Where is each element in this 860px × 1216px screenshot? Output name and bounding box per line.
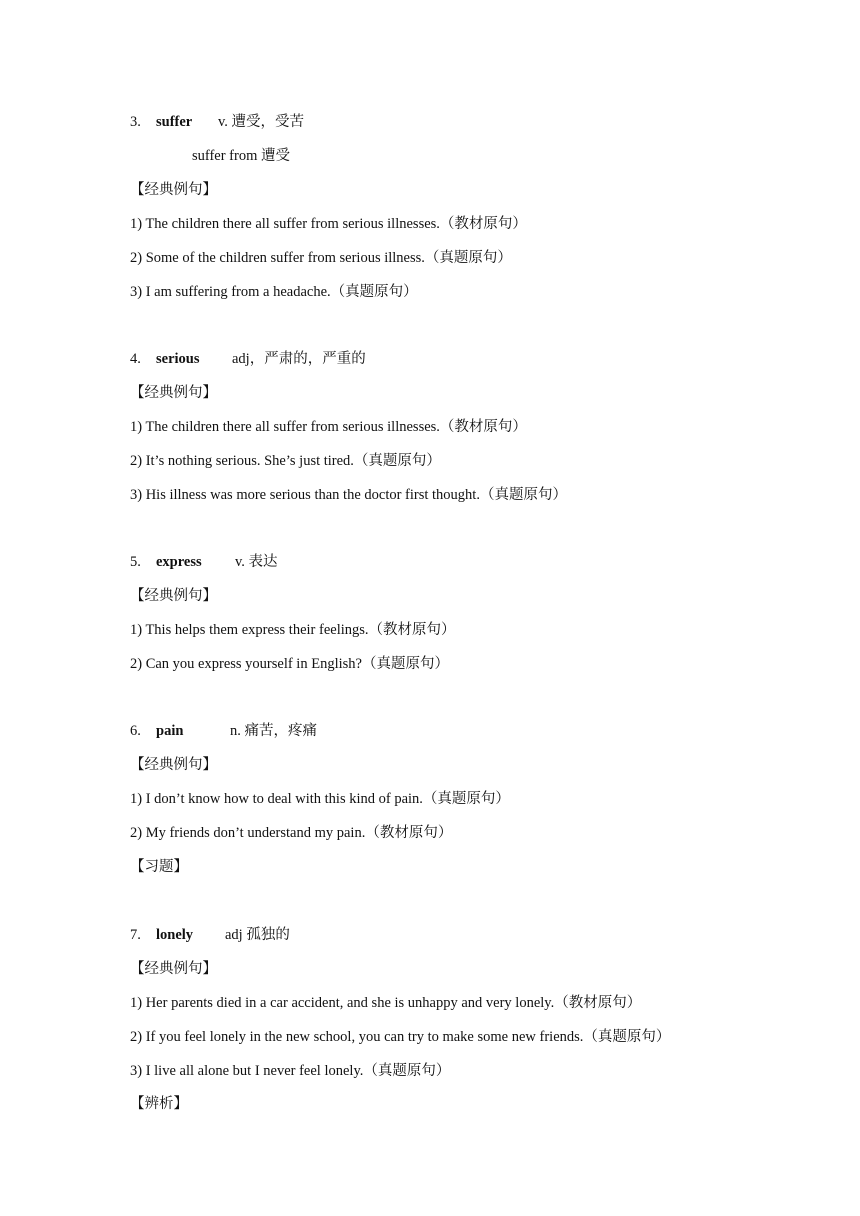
example-sentence: 3) I am suffering from a headache.（真题原句）	[130, 284, 418, 300]
entry-word: pain	[156, 723, 184, 739]
example-sentence: 2) Can you express yourself in English?（真题原句）	[130, 656, 449, 672]
example-sentence: 2) If you feel lonely in the new school, you can try to make some new friends.（真题原句）	[130, 1029, 671, 1045]
entry-definition: v. 遭受，受苦	[218, 114, 305, 130]
entry-number: 6.	[130, 723, 141, 739]
entry-definition: n. 痛苦，疼痛	[230, 723, 317, 739]
entry-number: 4.	[130, 351, 141, 367]
entry-word: suffer	[156, 114, 193, 130]
section-label-examples: 【经典例句】	[130, 182, 217, 198]
section-label-analysis: 【辨析】	[130, 1096, 188, 1112]
section-label-exercises: 【习题】	[130, 859, 188, 875]
entry-heading-suffer	[130, 113, 304, 131]
example-sentence: 2) My friends don’t understand my pain.（教材原句）	[130, 825, 453, 841]
entry-phrase: suffer from 遭受	[192, 148, 290, 164]
section-label-examples: 【经典例句】	[130, 588, 217, 604]
entry-definition: adj 孤独的	[225, 927, 290, 943]
entry-heading-serious	[130, 350, 366, 368]
entry-number: 3.	[130, 114, 141, 130]
entry-definition: v. 表达	[235, 554, 278, 570]
section-label-examples: 【经典例句】	[130, 961, 217, 977]
entry-heading-pain	[130, 722, 317, 740]
entry-heading-express	[130, 553, 278, 571]
example-sentence: 1) Her parents died in a car accident, and she is unhappy and very lonely.（教材原句）	[130, 995, 642, 1011]
entry-word: express	[156, 554, 202, 570]
entry-definition: adj，严肃的，严重的	[232, 351, 366, 367]
section-label-examples: 【经典例句】	[130, 757, 217, 773]
entry-word: lonely	[156, 927, 194, 943]
entry-heading-lonely	[130, 926, 290, 944]
entry-word: serious	[156, 351, 200, 367]
section-label-examples: 【经典例句】	[130, 385, 217, 401]
example-sentence: 1) The children there all suffer from serious illnesses.（教材原句）	[130, 419, 527, 435]
example-sentence: 2) It’s nothing serious. She’s just tired.（真题原句）	[130, 453, 441, 469]
example-sentence: 1) This helps them express their feelings.（教材原句）	[130, 622, 456, 638]
entry-number: 7.	[130, 927, 141, 943]
example-sentence: 3) His illness was more serious than the doctor first thought.（真题原句）	[130, 487, 567, 503]
example-sentence: 2) Some of the children suffer from serious illness.（真题原句）	[130, 250, 512, 266]
example-sentence: 1) The children there all suffer from serious illnesses.（教材原句）	[130, 216, 527, 232]
example-sentence: 3) I live all alone but I never feel lonely.（真题原句）	[130, 1063, 451, 1079]
example-sentence: 1) I don’t know how to deal with this kind of pain.（真题原句）	[130, 791, 510, 807]
entry-number: 5.	[130, 554, 141, 570]
